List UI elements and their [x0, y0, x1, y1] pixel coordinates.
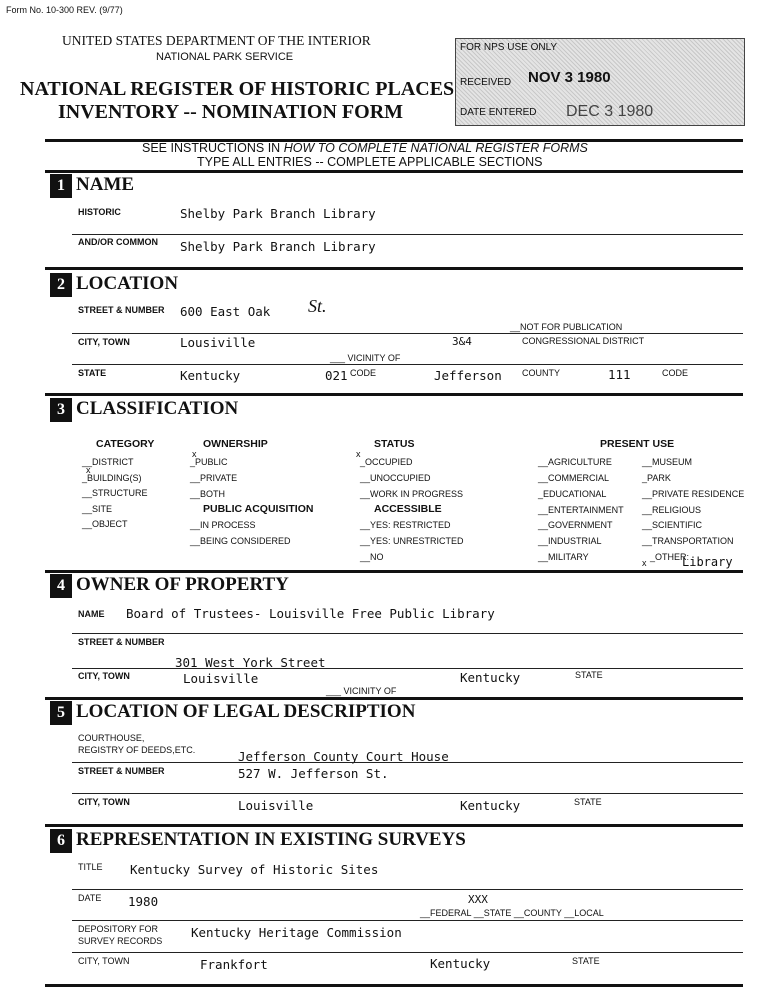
form-subtitle: INVENTORY -- NOMINATION FORM [58, 101, 404, 123]
present-use-option: __GOVERNMENT [538, 520, 613, 530]
date-entered-stamp: DEC 3 1980 [566, 103, 654, 120]
check-mark: x [356, 449, 361, 459]
service-name: NATIONAL PARK SERVICE [156, 51, 294, 63]
depository-label: DEPOSITORY FOR [78, 924, 159, 934]
divider [72, 793, 743, 794]
divider [45, 393, 743, 396]
street-number-label: STREET & NUMBER [78, 766, 165, 776]
department-name: UNITED STATES DEPARTMENT OF THE INTERIOR [62, 33, 371, 48]
check-mark: x [86, 465, 91, 475]
category-option: __OBJECT [82, 519, 128, 529]
code-label: CODE [350, 368, 377, 378]
ownership-heading: OWNERSHIP [203, 438, 268, 450]
public-acquisition-option: __IN PROCESS [190, 520, 256, 530]
instructions-line1: SEE INSTRUCTIONS IN HOW TO COMPLETE NATIONAL REGISTER FORMS [142, 141, 588, 155]
section-title: LOCATION OF LEGAL DESCRIPTION [76, 701, 416, 722]
present-use-option: __INDUSTRIAL [538, 536, 602, 546]
county-code-value: 111 [608, 367, 631, 382]
state-value: Kentucky [180, 368, 241, 383]
ownership-option: __PRIVATE [190, 473, 238, 483]
section-title: CLASSIFICATION [76, 398, 239, 419]
divider [45, 824, 743, 827]
district-value: 3&4 [452, 335, 472, 348]
status-option: __WORK IN PROGRESS [360, 489, 464, 499]
street-number-label: STREET & NUMBER [78, 305, 165, 315]
vicinity-of: ___ VICINITY OF [330, 353, 401, 363]
county-value: Jefferson [434, 368, 502, 383]
form-title: NATIONAL REGISTER OF HISTORIC PLACES [20, 78, 455, 100]
accessible-option: __NO [360, 552, 384, 562]
divider [72, 762, 743, 763]
historic-name-value: Shelby Park Branch Library [180, 206, 376, 221]
divider [72, 234, 743, 235]
courthouse-value: Jefferson County Court House [238, 749, 449, 764]
check-mark: x [192, 449, 197, 459]
historic-label: HISTORIC [78, 207, 121, 217]
street-number-label: STREET & NUMBER [78, 637, 165, 647]
present-use-heading: PRESENT USE [600, 438, 675, 450]
section-number: 3 [50, 398, 72, 422]
survey-title-value: Kentucky Survey of Historic Sites [130, 862, 379, 877]
survey-date-value: 1980 [128, 894, 159, 909]
owner-name-value: Board of Trustees- Louisville Free Public Library [126, 606, 495, 621]
section-number: 4 [50, 574, 72, 598]
divider [45, 697, 743, 700]
present-use-option: __ENTERTAINMENT [538, 505, 624, 515]
handwritten-street-suffix: St. [308, 296, 327, 316]
date-entered-label: DATE ENTERED [460, 107, 537, 118]
section-title: LOCATION [76, 273, 179, 294]
common-name-value: Shelby Park Branch Library [180, 239, 376, 254]
legal-city-value: Louisville [238, 798, 314, 813]
county-label: COUNTY [522, 368, 560, 378]
divider [45, 170, 743, 173]
other-use-value: Library [682, 555, 733, 569]
depository-city-value: Frankfort [200, 957, 268, 972]
present-use-option: __RELIGIOUS [642, 505, 702, 515]
present-use-option: __TRANSPORTATION [642, 536, 734, 546]
accessible-option: __YES: UNRESTRICTED [360, 536, 464, 546]
city-town-label: CITY, TOWN [78, 337, 130, 347]
state-label: STATE [78, 368, 107, 378]
state-label: STATE [574, 797, 602, 807]
accessible-option: __YES: RESTRICTED [360, 520, 451, 530]
accessible-heading: ACCESSIBLE [374, 503, 442, 515]
section-title: NAME [76, 174, 135, 195]
present-use-option: _EDUCATIONAL [538, 489, 607, 499]
public-acquisition-heading: PUBLIC ACQUISITION [203, 503, 314, 515]
code-label: CODE [662, 368, 689, 378]
courthouse-label: COURTHOUSE, [78, 733, 145, 743]
legal-street-value: 527 W. Jefferson St. [238, 766, 389, 781]
ownership-option: _PUBLIC [190, 457, 228, 467]
present-use-option: __COMMERCIAL [538, 473, 610, 483]
vicinity-of: ___ VICINITY OF [326, 686, 397, 696]
category-heading: CATEGORY [96, 438, 155, 450]
status-heading: STATUS [374, 438, 415, 450]
divider [72, 633, 743, 634]
check-mark: x [642, 558, 647, 568]
section-number: 2 [50, 273, 72, 297]
divider [72, 364, 743, 365]
survey-title-label: TITLE [78, 862, 103, 872]
divider [72, 668, 743, 669]
category-option: __STRUCTURE [82, 488, 148, 498]
federal-mark: XXX [468, 893, 488, 906]
district-label: CONGRESSIONAL DISTRICT [522, 336, 645, 346]
status-option: _OCCUPIED [360, 457, 413, 467]
state-code-value: 021 [325, 368, 348, 383]
city-town-label: CITY, TOWN [78, 797, 130, 807]
divider [72, 889, 743, 890]
present-use-option: __SCIENTIFIC [642, 520, 703, 530]
instructions-line2: TYPE ALL ENTRIES -- COMPLETE APPLICABLE SECTIONS [197, 155, 543, 169]
city-value: Lousiville [180, 335, 256, 350]
category-option: __DISTRICT [82, 457, 134, 467]
divider [45, 267, 743, 270]
state-label: STATE [572, 956, 600, 966]
nps-label: FOR NPS USE ONLY [460, 42, 558, 53]
status-option: __UNOCCUPIED [360, 473, 431, 483]
present-use-option: __MILITARY [538, 552, 589, 562]
owner-city-value: Louisville [183, 671, 259, 686]
legal-state-value: Kentucky [460, 798, 521, 813]
ownership-option: __BOTH [190, 489, 226, 499]
present-use-option: __PRIVATE RESIDENCE [642, 489, 745, 499]
divider [72, 952, 743, 953]
divider [72, 920, 743, 921]
survey-records-label: SURVEY RECORDS [78, 936, 163, 946]
divider [72, 333, 743, 334]
section-title: REPRESENTATION IN EXISTING SURVEYS [76, 829, 466, 850]
section-number: 5 [50, 701, 72, 725]
received-stamp: NOV 3 1980 [528, 69, 611, 86]
owner-name-label: NAME [78, 609, 105, 619]
divider [45, 984, 743, 987]
present-use-option: __AGRICULTURE [538, 457, 612, 467]
form-number: Form No. 10-300 REV. (9/77) [6, 5, 123, 15]
depository-state-value: Kentucky [430, 956, 491, 971]
public-acquisition-option: __BEING CONSIDERED [190, 536, 291, 546]
present-use-option: __MUSEUM [642, 457, 693, 467]
owner-street-value: 301 West York Street [175, 655, 326, 670]
common-name-label: AND/OR COMMON [78, 237, 158, 247]
nps-use-box [455, 38, 745, 126]
state-label: STATE [575, 670, 603, 680]
owner-state-value: Kentucky [460, 670, 521, 685]
city-town-label: CITY, TOWN [78, 956, 130, 966]
section-number: 6 [50, 829, 72, 853]
depository-value: Kentucky Heritage Commission [191, 925, 402, 940]
category-option: _BUILDING(S) [82, 473, 142, 483]
street-value: 600 East Oak [180, 304, 271, 319]
section-number: 1 [50, 174, 72, 198]
received-label: RECEIVED [460, 77, 512, 88]
city-town-label: CITY, TOWN [78, 671, 130, 681]
survey-date-label: DATE [78, 893, 102, 903]
survey-levels: __FEDERAL __STATE __COUNTY __LOCAL [420, 908, 604, 918]
divider [45, 570, 743, 573]
not-for-publication: __NOT FOR PUBLICATION [510, 322, 623, 332]
registry-label: REGISTRY OF DEEDS,ETC. [78, 745, 196, 755]
category-option: __SITE [82, 504, 113, 514]
section-title: OWNER OF PROPERTY [76, 574, 289, 595]
present-use-option: _OTHER: [650, 552, 690, 562]
present-use-option: _PARK [642, 473, 671, 483]
